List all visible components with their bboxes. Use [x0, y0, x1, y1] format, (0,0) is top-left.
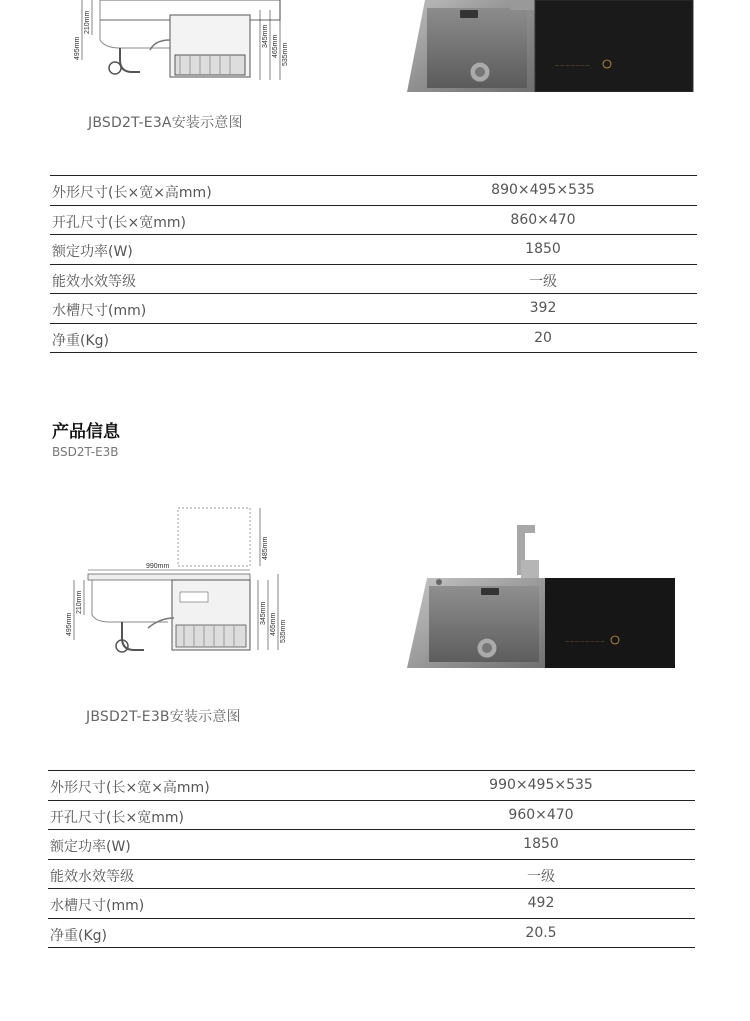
dim-495-label: 495mm: [66, 612, 73, 636]
dim-210-label: 210mm: [84, 10, 91, 34]
spec-label: 能效水效等级: [52, 273, 136, 290]
dim-485-label: 485mm: [262, 536, 269, 560]
product-photo-b: [405, 520, 677, 670]
spec-label: 水槽尺寸(mm): [50, 898, 145, 914]
spec-label: 水槽尺寸(mm): [52, 303, 147, 319]
spec-value: 990×495×535: [489, 777, 593, 793]
spec-row: [50, 176, 697, 206]
spec-value: 960×470: [508, 806, 574, 823]
spec-value: 1850: [523, 836, 559, 852]
spec-value: 一级: [527, 868, 555, 885]
spec-row: [50, 265, 697, 295]
spec-row: [48, 771, 695, 801]
spec-row: [48, 889, 695, 919]
section-title: 产品信息: [52, 422, 120, 442]
svg-text:— — — — — — — —: — — — — — — — —: [565, 638, 605, 643]
spec-label: 净重(Kg): [52, 332, 109, 349]
spec-value: 860×470: [510, 211, 576, 228]
spec-value: 20: [534, 329, 552, 346]
installation-diagram-b: [60, 500, 290, 675]
spec-table-b: [48, 770, 695, 948]
spec-value: 20.5: [525, 924, 557, 941]
dim-210-label: 210mm: [76, 590, 83, 614]
spec-label: 净重(Kg): [50, 927, 107, 944]
spec-value: 1850: [525, 241, 561, 257]
svg-text:— — — — — — —: — — — — — — —: [555, 62, 590, 67]
spec-row: [48, 919, 695, 949]
spec-row: [50, 206, 697, 236]
spec-value: 392: [529, 300, 557, 316]
spec-value: 一级: [529, 273, 557, 290]
dim-465-label: 465mm: [270, 612, 277, 636]
dim-535-label: 535mm: [280, 619, 287, 643]
spec-label: 外形尺寸(长×宽×高mm): [52, 185, 212, 201]
dim-465-label: 465mm: [272, 34, 279, 58]
spec-row: [48, 860, 695, 890]
spec-row: [48, 801, 695, 831]
diagram-caption-a: JBSD2T-E3A安装示意图: [88, 115, 243, 131]
dim-345-label: 345mm: [262, 24, 269, 48]
spec-value: 890×495×535: [491, 182, 595, 198]
spec-label: 能效水效等级: [50, 868, 134, 885]
installation-diagram-a: [60, 0, 290, 100]
spec-table-a: [50, 175, 697, 353]
spec-label: 开孔尺寸(长×宽mm): [50, 809, 184, 826]
dim-495-label: 495mm: [74, 36, 81, 60]
spec-label: 额定功率(W): [50, 839, 131, 855]
spec-label: 开孔尺寸(长×宽mm): [52, 214, 186, 231]
spec-label: 外形尺寸(长×宽×高mm): [50, 780, 210, 796]
spec-row: [50, 294, 697, 324]
product-photo-a: [405, 0, 695, 92]
spec-label: 额定功率(W): [52, 244, 133, 260]
spec-row: [50, 235, 697, 265]
spec-row: [50, 324, 697, 354]
dim-535-label: 535mm: [282, 42, 289, 66]
spec-value: 492: [527, 895, 555, 911]
section-model: BSD2T-E3B: [52, 445, 119, 459]
dim-345-label: 345mm: [260, 601, 267, 625]
diagram-caption-b: JBSD2T-E3B安装示意图: [86, 709, 241, 725]
dim-990-label: 990mm: [146, 563, 170, 570]
spec-row: [48, 830, 695, 860]
